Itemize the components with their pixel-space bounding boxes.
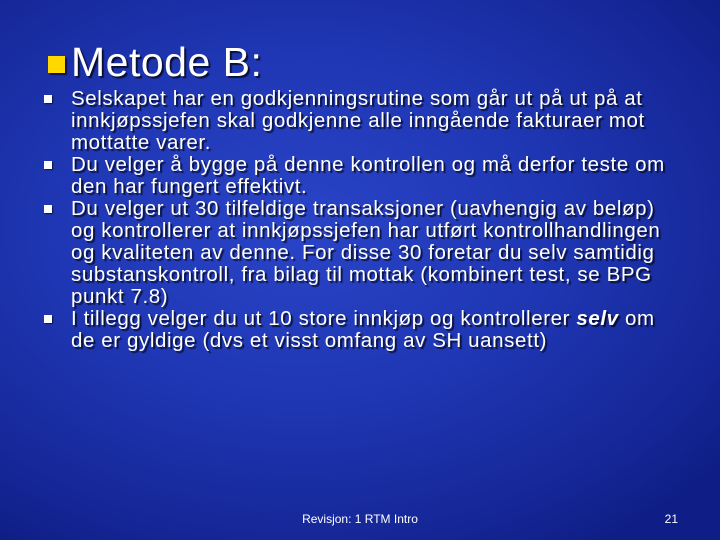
bullet-item [44, 198, 684, 308]
square-bullet-icon [44, 95, 52, 103]
bullet-text: Du velger ut 30 tilfeldige transaksjoner (uavhengig av beløp) og kontrollerer at innkjøpssjefen har utført kontrollhandlingen og kvaliteten av denne. For disse 30 foretar du selv samtidig substanskontroll, fra bilag til mottak (kombinert test, se BPG punkt 7.8) [71, 197, 661, 308]
slide-title [48, 38, 262, 86]
bullet-item [44, 154, 684, 198]
bullet-text: I tillegg velger du ut 10 store innkjøp og kontrollerer [71, 307, 577, 330]
square-bullet-icon [44, 161, 52, 169]
slide-title-text: Metode B: [71, 39, 263, 85]
bullet-text: Selskapet har en godkjenningsrutine som går ut på ut på at innkjøpssjefen skal godkjenne alle inngående fakturaer mot mottatte varer. [71, 87, 645, 154]
bullet-item [44, 308, 684, 352]
bullet-text: Du velger å bygge på denne kontrollen og må derfor teste om den har fungert effektivt. [71, 153, 665, 198]
square-bullet-icon [44, 205, 52, 213]
emphasized-word: selv [576, 307, 619, 330]
bullet-text-continued: om de er gyldige (dvs et visst omfang av SH uansett) [71, 307, 655, 352]
title-bullet-icon [48, 56, 65, 73]
page-number: 21 [664, 512, 678, 526]
footer-caption: Revisjon: 1 RTM Intro [302, 512, 418, 526]
square-bullet-icon [44, 315, 52, 323]
bullet-list [44, 88, 684, 352]
bullet-item [44, 88, 684, 154]
